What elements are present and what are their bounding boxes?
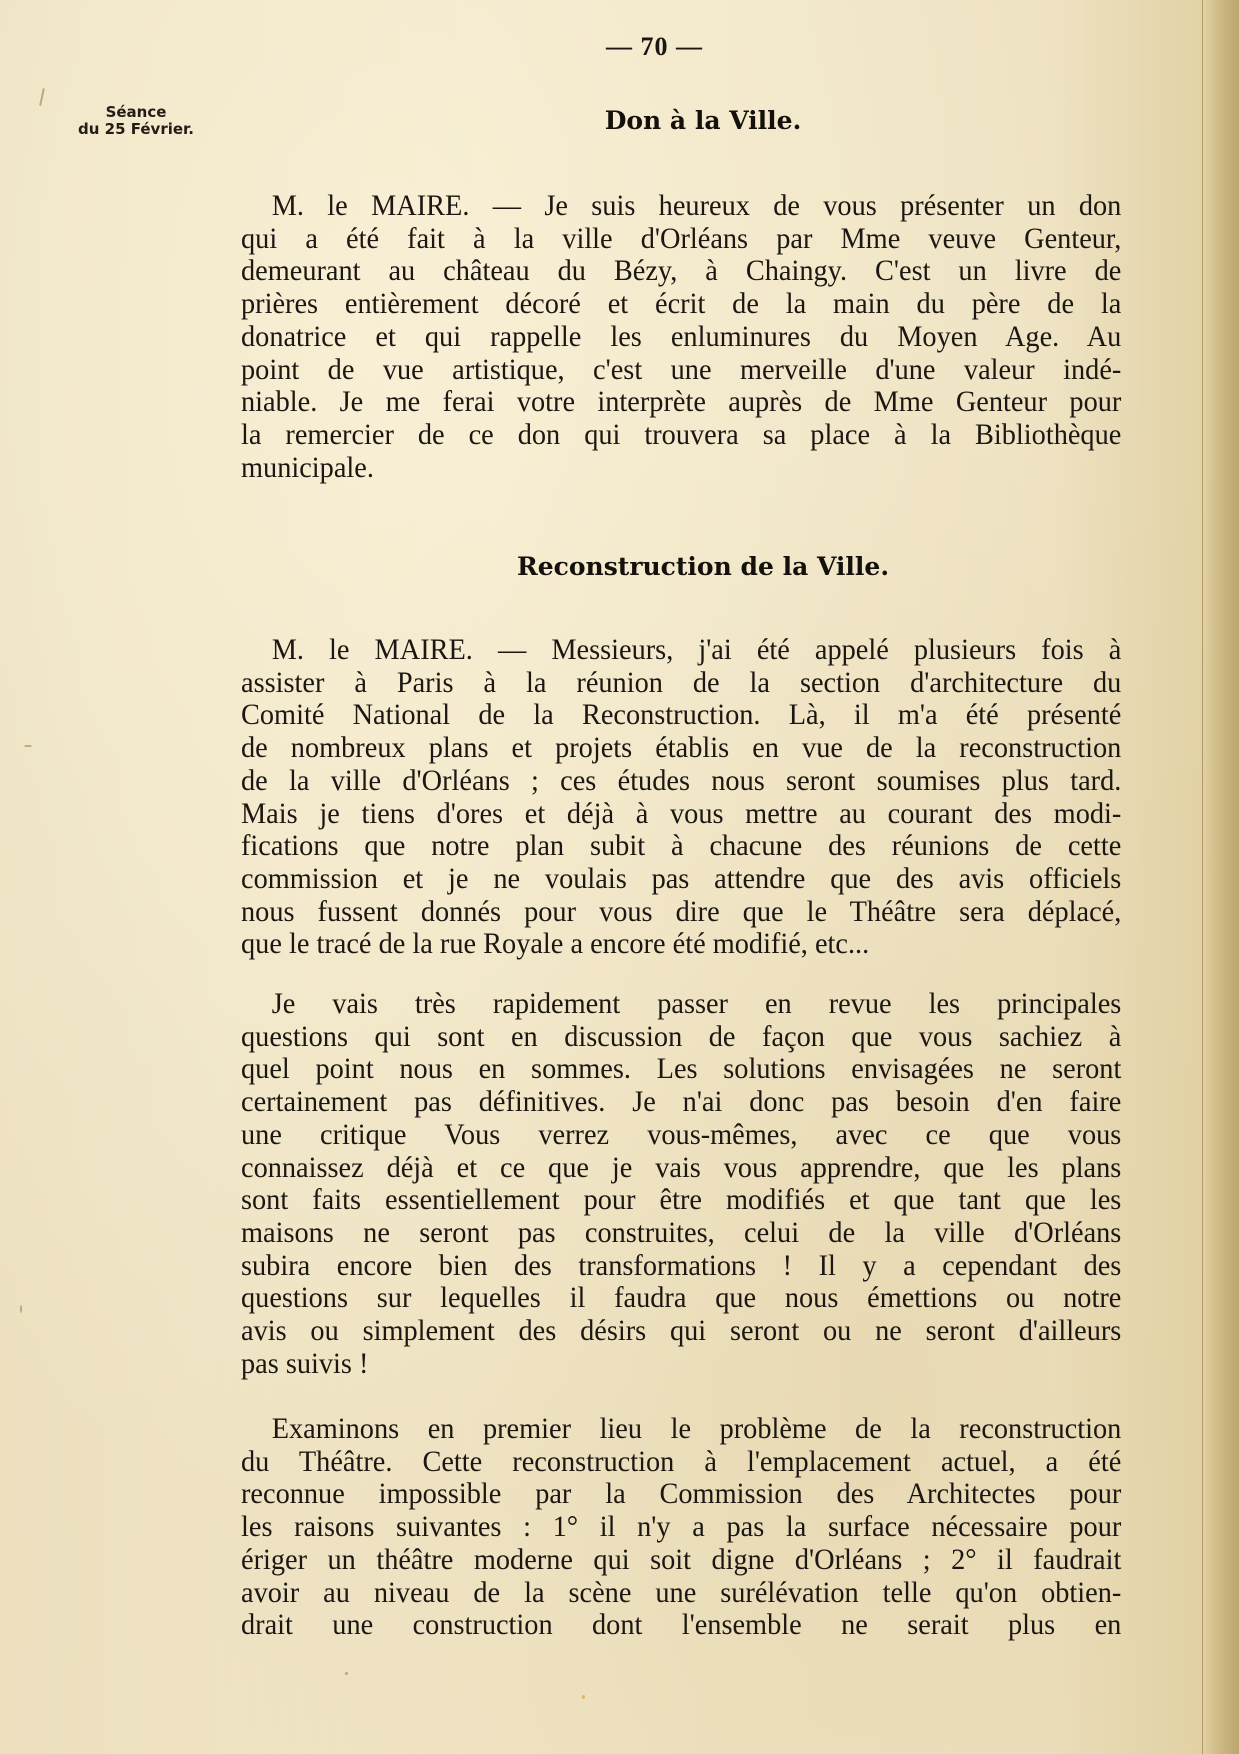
text-line: M. le MAIRE. — Messieurs, j'ai été appelé plusieurs fois à	[271, 634, 1122, 666]
text-line: avoir au niveau de la scène une surélévation telle qu'on obtien-	[241, 1576, 1122, 1609]
text-line: pas suivis !	[241, 1347, 369, 1380]
paper-speck	[582, 1695, 585, 1699]
text-line: quel point nous en sommes. Les solutions envisagées ne seront	[241, 1053, 1122, 1086]
text-line: prières entièrement décoré et écrit de la main du père de la	[241, 288, 1122, 321]
text-line: connaissez déjà et ce que je vais vous apprendre, que les plans	[241, 1151, 1122, 1184]
text-line: commission et je ne voulais pas attendre que des avis officiels	[241, 862, 1122, 895]
text-line: point de vue artistique, c'est une merveille d'une valeur indé-	[241, 353, 1122, 386]
text-line: municipale.	[241, 451, 374, 484]
section-heading-reconstruction: Reconstruction de la Ville.	[516, 552, 890, 581]
page-edge-shadow	[1202, 0, 1239, 1754]
text-line: sont faits essentiellement pour être modifiés et que tant que les	[241, 1184, 1122, 1217]
text-line: de nombreux plans et projets établis en vue de la reconstruction	[241, 732, 1122, 765]
paragraph-reconstruction-maire	[241, 634, 1121, 961]
text-line: assister à Paris à la réunion de la section d'architecture du	[241, 666, 1122, 699]
text-line: de la ville d'Orléans ; ces études nous seront soumises plus tard.	[241, 764, 1122, 797]
text-line: une critique Vous verrez vous-mêmes, avec ce que vous	[241, 1118, 1122, 1151]
text-line: niable. Je me ferai votre interprète auprès de Mme Genteur pour	[241, 386, 1122, 419]
paper-speck	[345, 1672, 348, 1675]
text-line: M. le MAIRE. — Je suis heureux de vous présenter un don	[271, 190, 1122, 222]
text-line: demeurant au château du Bézy, à Chaingy. C'est un livre de	[241, 255, 1122, 288]
text-line: maisons ne seront pas construites, celui de la ville d'Orléans	[241, 1216, 1122, 1249]
text-line: les raisons suivantes : 1° il n'y a pas la surface nécessaire pour	[241, 1511, 1122, 1544]
text-line: fications que notre plan subit à chacune des réunions de cette	[241, 830, 1122, 863]
text-line: ériger un théâtre moderne qui soit digne d'Orléans ; 2° il faudrait	[241, 1543, 1122, 1576]
text-line: reconnue impossible par la Commission des Architectes pour	[241, 1478, 1122, 1511]
text-line: qui a été fait à la ville d'Orléans par Mme veuve Genteur,	[241, 222, 1122, 255]
text-line: Examinons en premier lieu le problème de la reconstruction	[271, 1413, 1122, 1445]
text-line: la remercier de ce don qui trouvera sa place à la Bibliothèque	[241, 418, 1122, 451]
paragraph-revue-questions	[241, 988, 1121, 1380]
paragraph-theatre	[241, 1413, 1121, 1642]
text-line: nous fussent donnés pour vous dire que le Théâtre sera déplacé,	[241, 895, 1122, 928]
text-line: du Théâtre. Cette reconstruction à l'emplacement actuel, a été	[241, 1445, 1122, 1478]
text-line: questions sur lequelles il faudra que nous émettions ou notre	[241, 1282, 1122, 1315]
paper-speck	[24, 745, 32, 747]
text-line: certainement pas définitives. Je n'ai donc pas besoin d'en faire	[241, 1086, 1122, 1119]
page-number: — 70 —	[606, 32, 703, 61]
text-line: drait une construction dont l'ensemble ne serait plus en	[241, 1609, 1122, 1642]
text-line: subira encore bien des transformations ! Il y a cependant des	[241, 1249, 1122, 1282]
paragraph-don-maire	[241, 190, 1121, 484]
text-line: Je vais très rapidement passer en revue les principales	[271, 988, 1122, 1020]
paper-speck	[20, 1305, 22, 1313]
paper-speck	[39, 88, 45, 106]
text-line: avis ou simplement des désirs qui seront ou ne seront d'ailleurs	[241, 1315, 1122, 1348]
section-heading-don: Don à la Ville.	[604, 106, 802, 135]
margin-note-line-1: Séance	[105, 103, 167, 121]
margin-note-session-date	[56, 104, 216, 138]
margin-note-line-2: du 25 Février.	[78, 120, 194, 138]
text-line: que le tracé de la rue Royale a encore été modifié, etc...	[241, 928, 870, 961]
text-line: Comité National de la Reconstruction. Là, il m'a été présenté	[241, 699, 1122, 732]
text-line: donatrice et qui rappelle les enluminures du Moyen Age. Au	[241, 320, 1122, 353]
text-line: questions qui sont en discussion de façon que vous sachiez à	[241, 1020, 1122, 1053]
text-line: Mais je tiens d'ores et déjà à vous mettre au courant des modi-	[241, 797, 1122, 830]
